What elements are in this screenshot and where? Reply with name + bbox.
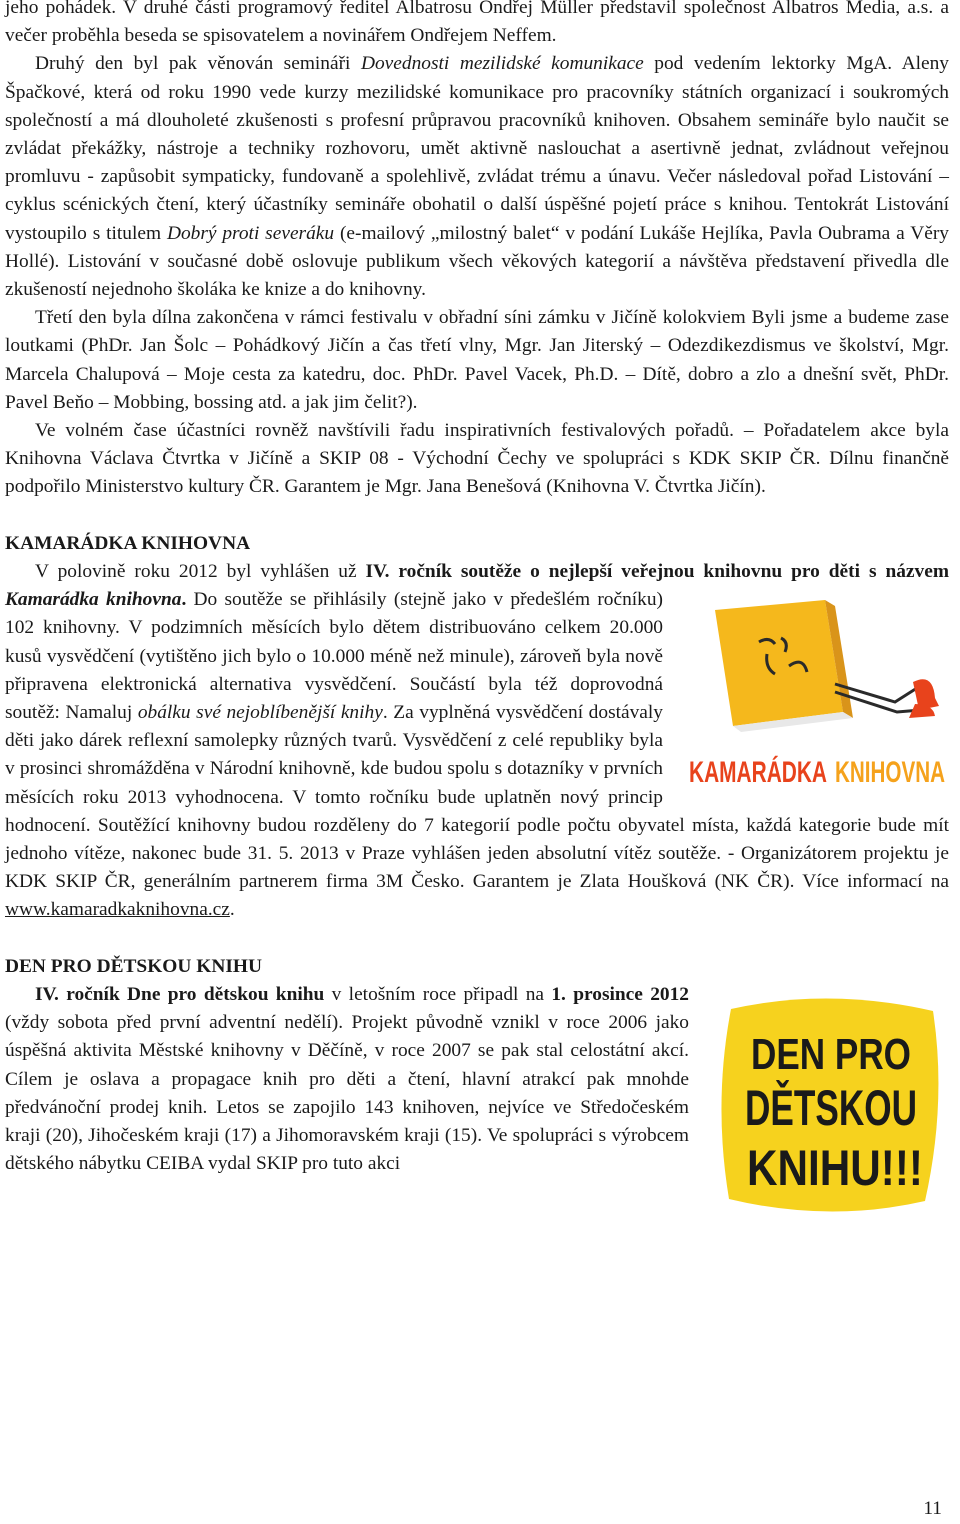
paragraph-seminar: Druhý den byl pak věnován semináři Dovednosti mezilidské komunikace pod vedením lektorky MgA. Aleny Špačkové, která od roku 1990 vede kurzy mezilidské komunikace pro pracovníky státních organizací i soukromých společností a má dlouholeté zkušenosti s profesní průpravou pracovníků knihoven. Obsahem semináře bylo naučit se zvládat překážky, nástroje a techniky rozhovoru, umět aktivně naslouchat a asertivně jednat, zvládnout veřejnou promluvu - zapůsobit sympaticky, fundovaně a spolehlivě, zvládat trému a únavu. Večer následoval pořad Listování – cyklus scénických čtení, který účastníky semináře obohatil o další úspěšné pojetí práce s knihou. Tentokrát Listování vystoupilo s titulem Dobrý proti severáku (e-mailový „milostný balet“ v podání Lukáše Hejlíka, Pavla Oubrama a Věry Hollé). Listování v současné době oslovuje publikum všech věkových kategorií a návštěva představení přivedla dle zkušeností nejednoho školáka ke knize a do knihovny. — [5, 53, 949, 301]
den-pro-detskou-knihu-logo — [711, 991, 949, 1221]
kamaradka-website-link[interactable]: www.kamaradkaknihovna.cz — [5, 899, 230, 921]
logo-line-1: DEN PRO — [751, 1030, 911, 1080]
paragraph-den-pro-detskou-knihu: IV. ročník Dne pro dětskou knihu v letošním roce připadl na 1. prosince 2012 DEN PRO DĚTSKOU KNIHU!!! (vždy sobota před první adventní nedělí). Projekt původně vznikl v roce 2006 jako úspěšná aktivita Městské knihovny v Děčíně, v roce 2007 se pak stal celostátní akcí. Cílem je oslava a propagace knih pro děti a čtení, hlavní atrakcí pak mnohde předvánoční prodej knih. Letos se zapojilo 143 knihoven, nejvíce ve Středočeském kraji (20), Jihočeském kraji (17) a Jihomoravském kraji (15). Ve spolupráci s výrobcem dětského nábytku CEIBA vydal SKIP pro tuto akci — [5, 981, 949, 1178]
body-text — [5, 0, 949, 1225]
seminar-title: Dovednosti mezilidské komunikace — [360, 53, 644, 75]
logo-line-2: DĚTSKOU — [745, 1080, 917, 1137]
heading-kamaradka: KAMARÁDKA KNIHOVNA — [5, 532, 251, 554]
paragraph-intro: jeho pohádek. V druhé části programový ředitel Albatrosu Ondřej Müller představil společnost Albatros Media, a.s. a večer proběhla beseda se spisovatelem a novinářem Ondřejem Neffem. — [5, 0, 949, 47]
paragraph-colloquium: Třetí den byla dílna zakončena v rámci festivalu v obřadní síni zámku v Jičíně kolokviem Byli jsme a budeme zase loutkami (PhDr. Jan Šolc – Pohádkový Jičín a čas třetí vlny, Mgr. Jan Jiterský – Odezdikezdismus ve školství, Mgr. Marcela Chalupová – Moje cesta za katedru, doc. PhDr. Pavel Vacek, Ph.D. – Dítě, dobro a zlo a dnešní svět, PhDr. Pavel Beňo – Mobbing, bossing atd. a jak jim čelit?). — [5, 307, 949, 413]
heading-den-pro-detskou-knihu: DEN PRO DĚTSKOU KNIHU — [5, 955, 262, 977]
logo-word-kamaradka: KAMARÁDKA — [689, 756, 888, 790]
logo-word-knihovna: KNIHOVNA — [835, 756, 945, 790]
show-title: Dobrý proti severáku — [166, 222, 335, 244]
kamaradka-knihovna-logo — [685, 592, 949, 800]
book-icon — [715, 600, 853, 732]
paragraph-organizer: Ve volném čase účastníci rovněž navštívili řadu inspirativních festivalových pořadů. – Pořadatelem akce byla Knihovna Václava Čtvrtka v Jičíně a SKIP 08 - Východní Čechy ve spolupráci s KDK SKIP ČR. Dílnu finančně podpořilo Ministerstvo kultury ČR. Garantem je Mgr. Jana Benešová (Knihovna V. Čtvrtka Jičín). — [5, 420, 949, 498]
logo-line-3: KNIHU!!! — [747, 1140, 923, 1197]
paragraph-kamaradka: V polovině roku 2012 byl vyhlášen už IV. ročník soutěže o nejlepší veřejnou knihovnu pro děti s názvem KAMARÁDKA KNIHOVNA Kamarádka knihovna. Do soutěže se přihlásily (stejně jako v předešlém ročníku) 102 knihovny. V podzimních měsících bylo dětem distribuováno celkem 20.000 kusů vysvědčení (vytištěno jich bylo o 10.000 méně než minule), zároveň byla nově připravena elektronická alternativa vysvědčení. Součástí byla též doprovodná soutěž: Namaluj obálku své nejoblíbenější knihy. Za vyplněná vysvědčení dostávaly děti jako dárek reflexní samolepky různých tvarů. Vysvědčení z celé republiky byla v prosinci shromážděna v Národní knihovně, kde budou spolu s dotazníky v prvních měsících roku 2013 vyhodnocena. V tomto ročníku bude uplatněn nový princip hodnocení. Soutěžící knihovny budou rozděleny do 7 kategorií podle počtu obyvatel místa, každá kategorie bude mít jednoho vítěze, nakonec bude 31. 5. 2013 v Praze vyhlášen jeden absolutní vítěz soutěže. - Organizátorem projektu je KDK SKIP ČR, generálním partnerem firma 3M Česko. Garantem je Zlata Houšková (NK ČR). Více informací na www.kamaradkaknihovna.cz. — [5, 561, 949, 921]
page-number: 11 — [923, 1498, 942, 1519]
